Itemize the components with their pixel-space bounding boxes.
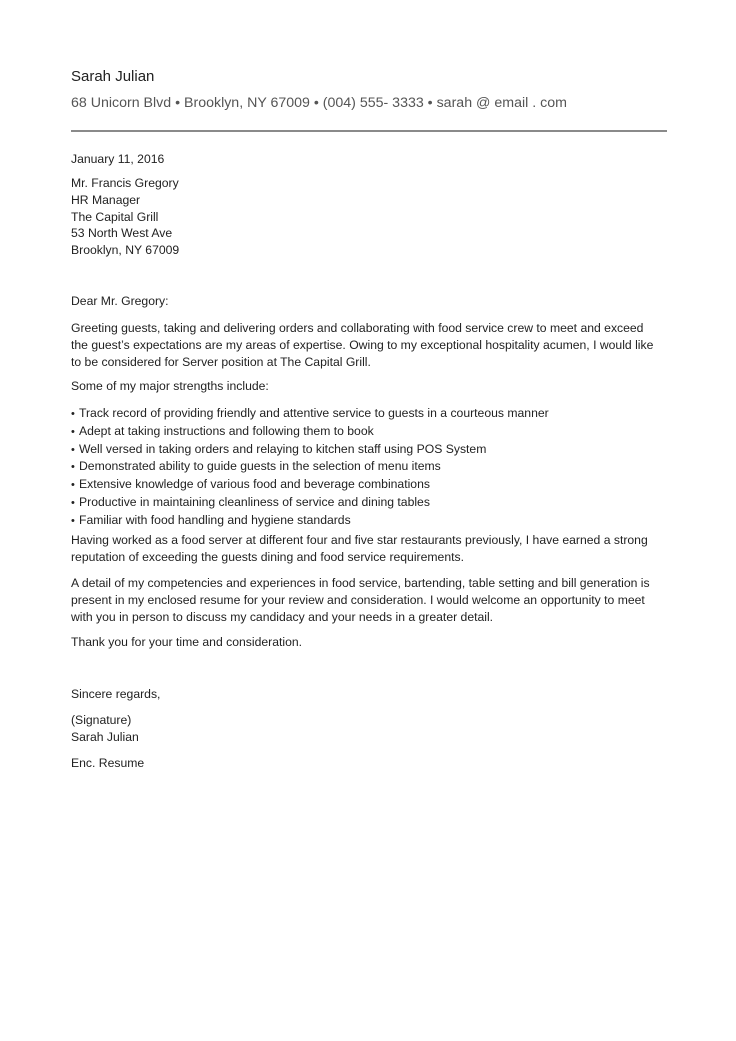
signature-placeholder: (Signature) [71,713,132,727]
bullet-icon: • [71,496,75,509]
signature-block [71,712,661,746]
list-item: • Familiar with food handling and hygiene standards [71,512,661,530]
bullet-icon: • [71,443,75,456]
recipient-city: Brooklyn, NY 67009 [71,243,180,258]
bullet-icon: • [71,514,75,527]
recipient-company: The Capital Grill [71,209,159,224]
bullet-icon: • [71,461,75,474]
resume-paragraph: A detail of my competencies and experiences in food service, bartending, table setting and bill generation is present in my enclosed resume for your review and consideration. I would welcome an opportunity to meet with you in person to discuss my candidacy and your needs in a greater detail. [71,576,650,624]
list-item: • Demonstrated ability to guide guests in the selection of menu items [71,458,661,476]
sender-contact-line: 68 Unicorn Blvd • Brooklyn, NY 67009 • (004) 555- 3333 • sarah @ email . com [71,95,567,111]
sender-name: Sarah Julian [71,68,155,85]
intro-paragraph: Greeting guests, taking and delivering orders and collaborating with food service crew to meet and exceed the guest’s expectations are my areas of expertise. Owing to my exceptional hospitality acumen, I would like to be considered for Server position at The Capital Grill. [71,321,654,369]
list-item: • Well versed in taking orders and relaying to kitchen staff using POS System [71,441,661,459]
strengths-intro: Some of my major strengths include: [71,379,269,393]
list-item: • Extensive knowledge of various food and beverage combinations [71,476,661,494]
strengths-list [71,405,661,530]
recipient-name: Mr. Francis Gregory [71,176,179,190]
closing: Sincere regards, [71,687,161,701]
bullet-icon: • [71,425,75,438]
header-divider [71,130,667,132]
experience-paragraph: Having worked as a food server at different four and five star restaurants previously, I have earned a strong reputation of exceeding the guests dining and food service requirements. [71,533,648,564]
thanks-line: Thank you for your time and consideration. [71,635,303,649]
enclosure-note: Enc. Resume [71,756,145,770]
bullet-icon: • [71,479,75,492]
bullet-icon: • [71,408,75,420]
signer-name: Sarah Julian [71,729,139,744]
recipient-address [71,175,661,259]
salutation: Dear Mr. Gregory: [71,294,169,308]
list-item: • Track record of providing friendly and attentive service to guests in a courteous manner [71,405,661,423]
list-item: • Productive in maintaining cleanliness of service and dining tables [71,494,661,512]
letter-date: January 11, 2016 [71,152,165,166]
list-item: • Adept at taking instructions and following them to book [71,423,661,441]
recipient-title: HR Manager [71,192,141,207]
recipient-street: 53 North West Ave [71,226,173,241]
